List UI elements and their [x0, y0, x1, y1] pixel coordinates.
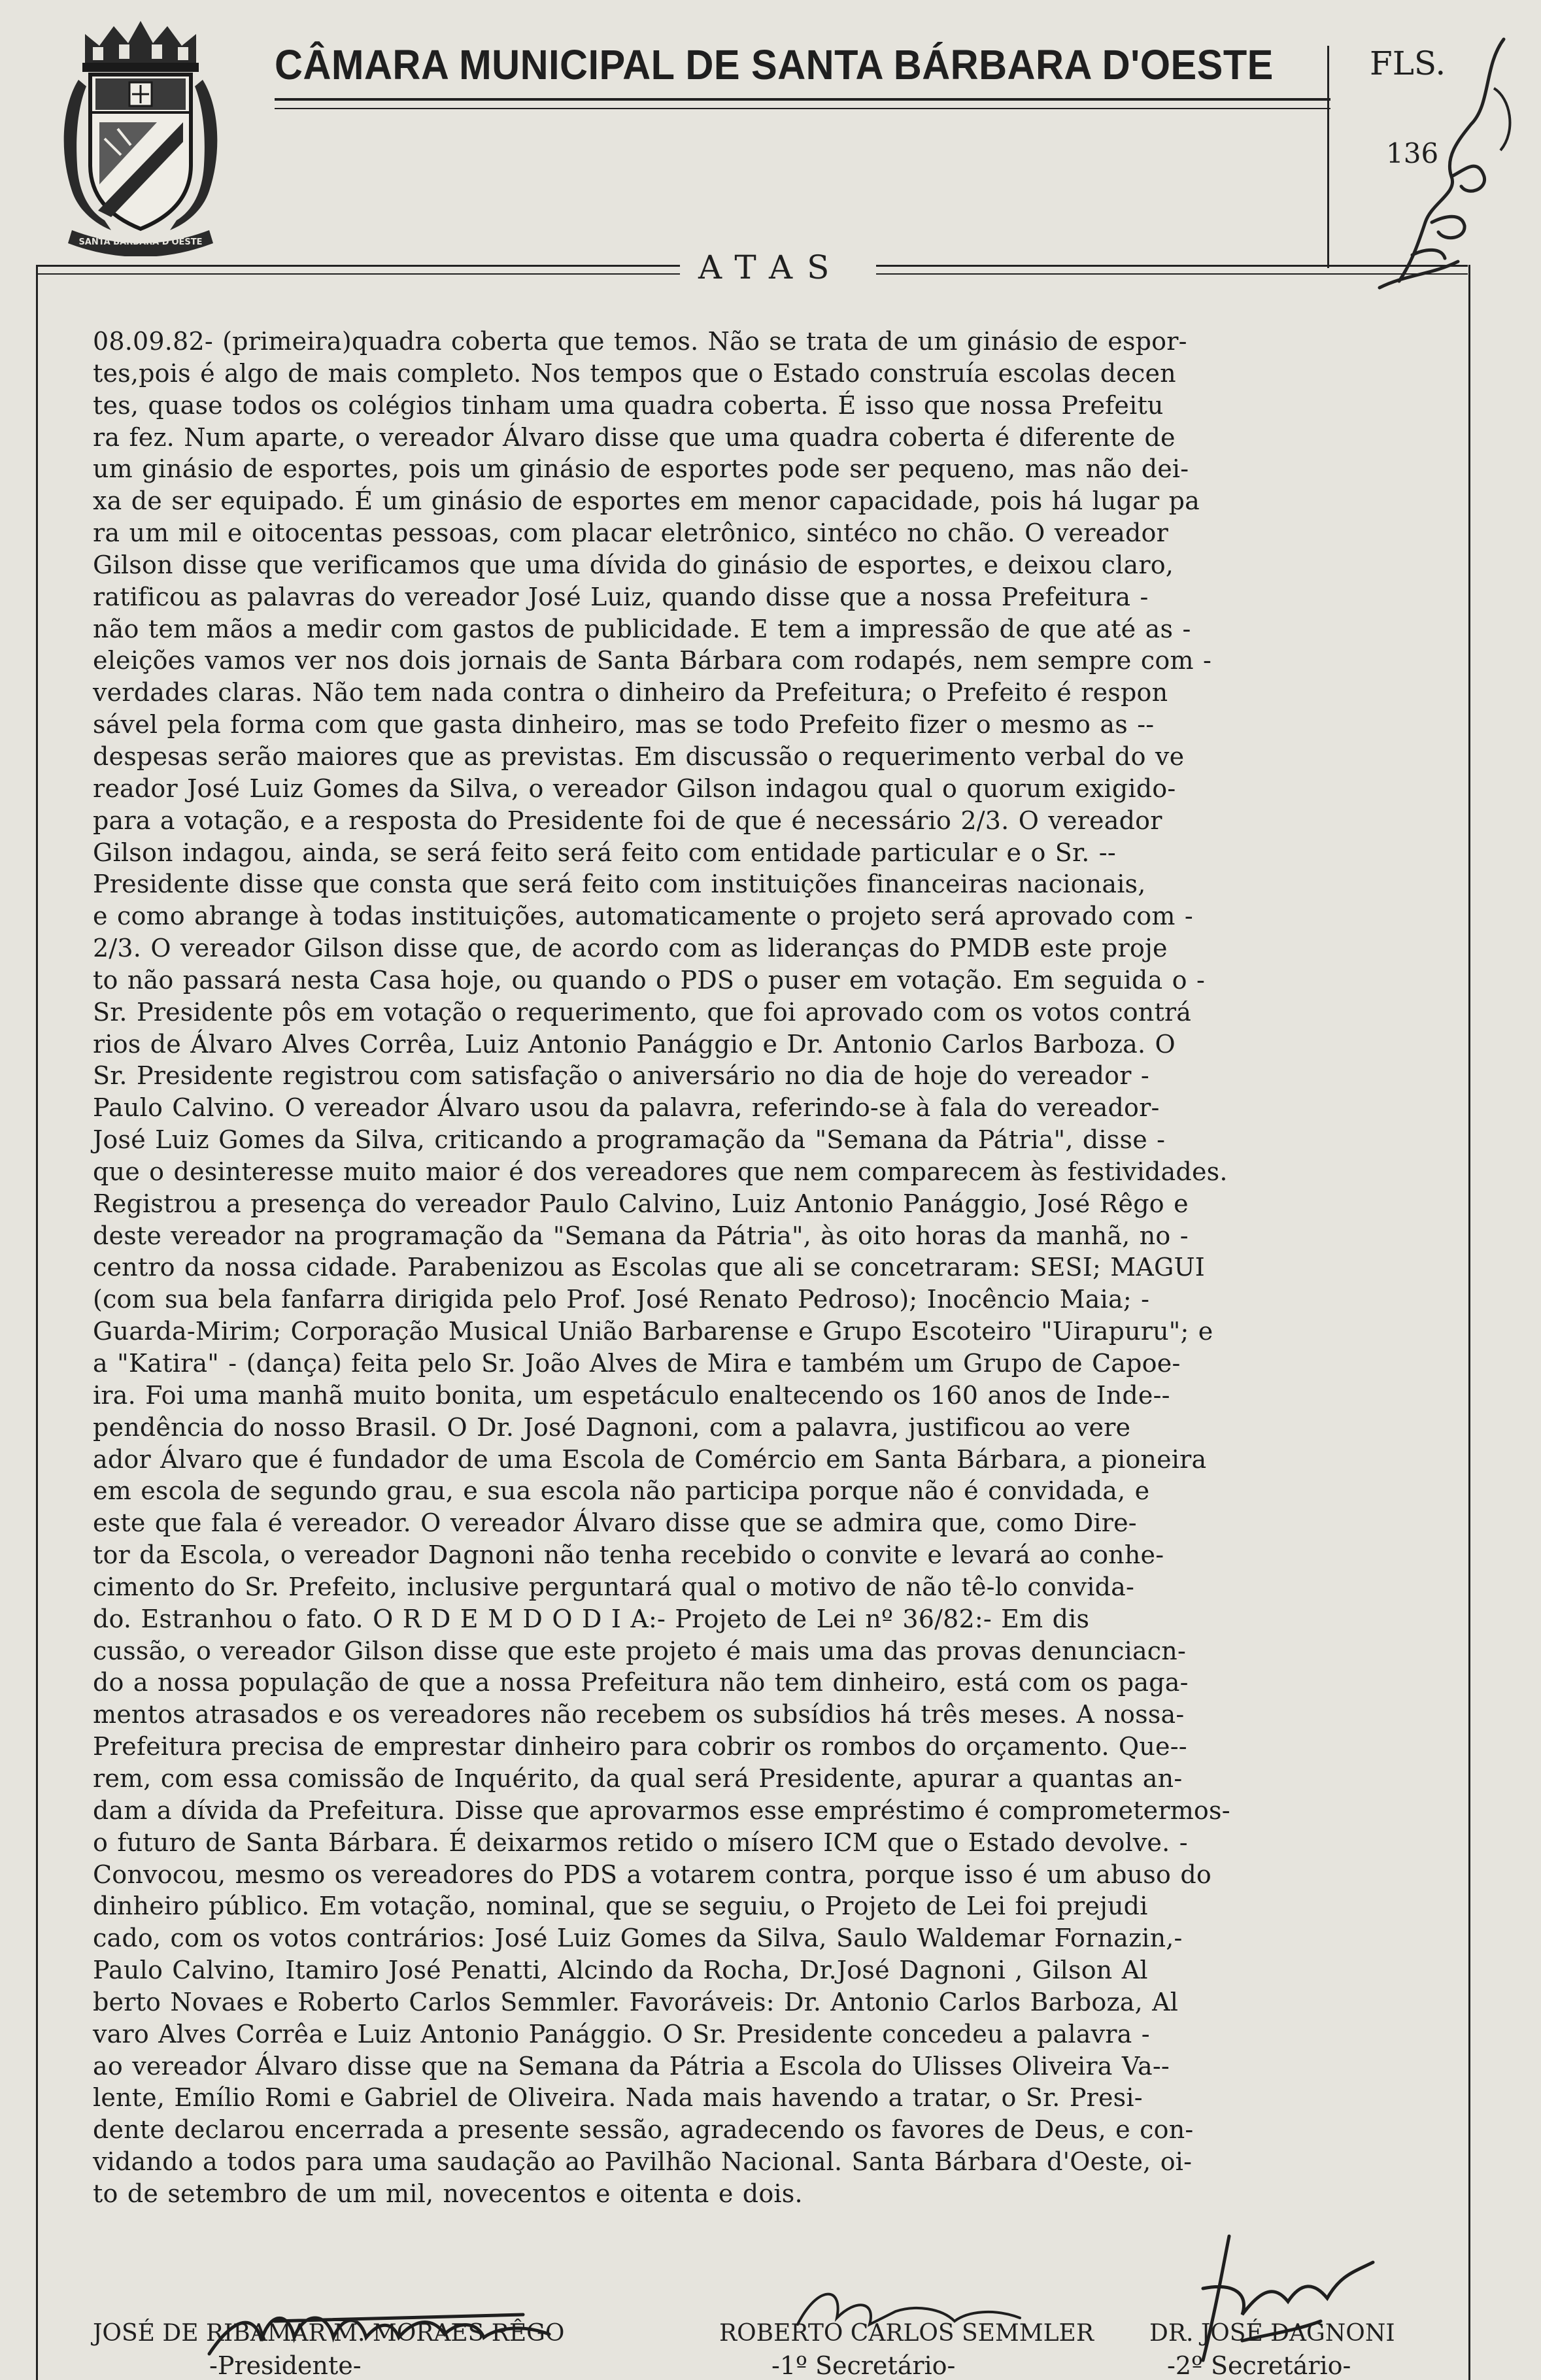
- text-line: do. Estranhou o fato. O R D E M D O D I A:- Projeto de Lei nº 36/82:- Em dis: [93, 1604, 1090, 1633]
- title-rule: [275, 98, 1330, 101]
- text-line: Gilson disse que verificamos que uma dívida do ginásio de esportes, e deixou claro,: [93, 550, 1174, 579]
- text-line: Sr. Presidente registrou com satisfação o aniversário no dia de hoje do vereador -: [93, 1061, 1149, 1091]
- president-name: JOSÉ DE RIBAMAR M. MORAES RÊGO: [93, 2320, 565, 2347]
- text-line: ra fez. Num aparte, o vereador Álvaro disse que uma quadra coberta é diferente de: [93, 422, 1176, 452]
- text-line: 08.09.82- (primeira)quadra coberta que temos. Não se trata de um ginásio de espor-: [93, 327, 1187, 356]
- text-line: para a votação, e a resposta do Presidente foi de que é necessário 2/3. O vereador: [93, 806, 1162, 835]
- text-line: Convocou, mesmo os vereadores do PDS a votarem contra, porque isso é um abuso do: [93, 1860, 1211, 1889]
- text-line: lente, Emílio Romi e Gabriel de Oliveira. Nada mais havendo a tratar, o Sr. Presi-: [93, 2083, 1143, 2113]
- text-line: a "Katira" - (dança) feita pelo Sr. João Alves de Mira e também um Grupo de Capoe-: [93, 1349, 1181, 1378]
- president-role: -Presidente-: [209, 2351, 362, 2380]
- text-line: José Luiz Gomes da Silva, criticando a programação da "Semana da Pátria", disse -: [93, 1125, 1166, 1155]
- first-secretary-name: ROBERTO CARLOS SEMMLER: [719, 2320, 1094, 2347]
- text-line: Gilson indagou, ainda, se será feito será feito com entidade particular e o Sr. --: [93, 838, 1116, 867]
- text-line: Paulo Calvino. O vereador Álvaro usou da palavra, referindo-se à fala do vereador-: [93, 1093, 1160, 1123]
- second-secretary-name: DR. JOSÉ DAGNONI: [1149, 2320, 1395, 2347]
- text-line: vidando a todos para uma saudação ao Pavilhão Nacional. Santa Bárbara d'Oeste, oi-: [93, 2147, 1193, 2177]
- title-rule-thin: [275, 108, 1330, 109]
- text-line: rem, com essa comissão de Inquérito, da qual será Presidente, apurar a quantas an-: [93, 1763, 1183, 1793]
- section-rule-left-thin: [36, 273, 680, 275]
- text-line: to não passará nesta Casa hoje, ou quando o PDS o puser em votação. Em seguida o -: [93, 965, 1206, 994]
- frame-left-border: [36, 265, 38, 2380]
- section-rule-right: [876, 265, 1468, 267]
- text-line: berto Novaes e Roberto Carlos Semmler. Favoráveis: Dr. Antonio Carlos Barboza, Al: [93, 1987, 1179, 2016]
- text-line: Sr. Presidente pôs em votação o requerimento, que foi aprovado com os votos contrá: [93, 997, 1192, 1027]
- text-line: em escola de segundo grau, e sua escola não participa porque não é convidada, e: [93, 1476, 1150, 1506]
- text-line: sável pela forma com que gasta dinheiro, mas se todo Prefeito fizer o mesmo as --: [93, 710, 1155, 740]
- folio-label: FLS.: [1370, 44, 1446, 82]
- text-line: rios de Álvaro Alves Corrêa, Luiz Antonio Panággio e Dr. Antonio Carlos Barboza. O: [93, 1029, 1176, 1059]
- header-divider: [1327, 46, 1329, 268]
- text-line: reador José Luiz Gomes da Silva, o vereador Gilson indagou qual o quorum exigido-: [93, 774, 1176, 803]
- text-line: eleições vamos ver nos dois jornais de Santa Bárbara com rodapés, nem sempre com -: [93, 646, 1212, 675]
- text-line: tes,pois é algo de mais completo. Nos tempos que o Estado construía escolas decen: [93, 358, 1176, 388]
- section-rule-right-thin: [876, 273, 1468, 275]
- text-line: cado, com os votos contrários: José Luiz Gomes da Silva, Saulo Waldemar Fornazin,-: [93, 1924, 1183, 1953]
- text-line: que o desinteresse muito maior é dos vereadores que nem comparecem às festividades.: [93, 1157, 1228, 1186]
- chamber-title: CÂMARA MUNICIPAL DE SANTA BÁRBARA D'OESTE: [275, 41, 1274, 88]
- text-line: não tem mãos a medir com gastos de publicidade. E tem a impressão de que até as -: [93, 614, 1191, 643]
- text-line: Registrou a presença do vereador Paulo Calvino, Luiz Antonio Panággio, José Rêgo e: [93, 1189, 1189, 1218]
- minutes-body: [93, 326, 1466, 2210]
- text-line: xa de ser equipado. É um ginásio de esportes em menor capacidade, pois há lugar pa: [93, 486, 1200, 516]
- section-rule-left: [36, 265, 680, 267]
- text-line: to de setembro de um mil, novecentos e oitenta e dois.: [93, 2179, 803, 2208]
- municipal-crest-icon: [59, 14, 222, 256]
- text-line: um ginásio de esportes, pois um ginásio de esportes pode ser pequeno, mas não dei-: [93, 454, 1189, 484]
- text-line: Guarda-Mirim; Corporação Musical União Barbarense e Grupo Escoteiro "Uirapuru"; e: [93, 1317, 1213, 1346]
- frame-right-border: [1468, 265, 1470, 2380]
- text-line: dente declarou encerrada a presente sessão, agradecendo os favores de Deus, e con-: [93, 2115, 1194, 2145]
- text-line: mentos atrasados e os vereadores não recebem os subsídios há três meses. A nossa-: [93, 1700, 1185, 1729]
- folio-number: 136: [1386, 137, 1439, 169]
- text-line: tes, quase todos os colégios tinham uma quadra coberta. É isso que nossa Prefeitu: [93, 390, 1164, 420]
- text-line: Paulo Calvino, Itamiro José Penatti, Alcindo da Rocha, Dr.José Dagnoni , Gilson Al: [93, 1956, 1148, 1985]
- first-secretary-role: -1º Secretário-: [771, 2351, 956, 2380]
- text-line: pendência do nosso Brasil. O Dr. José Dagnoni, com a palavra, justificou ao vere: [93, 1412, 1131, 1442]
- text-line: ratificou as palavras do vereador José Luiz, quando disse que a nossa Prefeitura -: [93, 582, 1149, 611]
- text-line: 2/3. O vereador Gilson disse que, de acordo com as lideranças do PMDB este proje: [93, 934, 1168, 963]
- text-line: ador Álvaro que é fundador de uma Escola de Comércio em Santa Bárbara, a pioneira: [93, 1444, 1207, 1474]
- text-line: verdades claras. Não tem nada contra o dinheiro da Prefeitura; o Prefeito é respon: [93, 678, 1168, 707]
- text-line: cimento do Sr. Prefeito, inclusive perguntará qual o motivo de não tê-lo convida-: [93, 1572, 1135, 1601]
- text-line: e como abrange à todas instituições, automaticamente o projeto será aprovado com -: [93, 902, 1193, 931]
- text-line: ao vereador Álvaro disse que na Semana da Pátria a Escola do Ulisses Oliveira Va--: [93, 2051, 1170, 2081]
- second-secretary-role: -2º Secretário-: [1167, 2351, 1351, 2380]
- text-line: varo Alves Corrêa e Luiz Antonio Panággio. O Sr. Presidente concedeu a palavra -: [93, 2019, 1150, 2048]
- text-line: ira. Foi uma manhã muito bonita, um espetáculo enaltecendo os 160 anos de Inde--: [93, 1380, 1170, 1410]
- text-line: tor da Escola, o vereador Dagnoni não tenha recebido o convite e levará ao conhe-: [93, 1540, 1164, 1570]
- text-line: cussão, o vereador Gilson disse que este projeto é mais uma das provas denunciacn-: [93, 1636, 1187, 1665]
- text-line: deste vereador na programação da "Semana da Pátria", às oito horas da manhã, no -: [93, 1221, 1189, 1250]
- text-line: Prefeitura precisa de emprestar dinheiro para cobrir os rombos do orçamento. Que--: [93, 1732, 1187, 1761]
- text-line: dam a dívida da Prefeitura. Disse que aprovarmos esse empréstimo é comprometermos-: [93, 1795, 1230, 1825]
- text-line: (com sua bela fanfarra dirigida pelo Prof. José Renato Pedroso); Inocêncio Maia; -: [93, 1285, 1150, 1314]
- crest-banner-text: SANTA BÁRBARA D'OESTE: [78, 237, 203, 247]
- text-line: centro da nossa cidade. Parabenizou as Escolas que ali se concetraram: SESI; MAGUI: [93, 1253, 1205, 1282]
- text-line: Presidente disse que consta que será feito com instituições financeiras nacionais,: [93, 870, 1146, 899]
- text-line: este que fala é vereador. O vereador Álvaro disse que se admira que, como Dire-: [93, 1508, 1137, 1538]
- text-line: do a nossa população de que a nossa Prefeitura não tem dinheiro, está com os paga-: [93, 1668, 1189, 1697]
- text-line: despesas serão maiores que as previstas. Em discussão o requerimento verbal do ve: [93, 741, 1185, 771]
- section-title: ATAS: [698, 248, 844, 286]
- text-line: ra um mil e oitocentas pessoas, com placar eletrônico, sintéco no chão. O vereador: [93, 518, 1168, 548]
- text-line: o futuro de Santa Bárbara. É deixarmos retido o mísero ICM que o Estado devolve. -: [93, 1828, 1188, 1857]
- text-line: dinheiro público. Em votação, nominal, que se seguiu, o Projeto de Lei foi prejudi: [93, 1892, 1148, 1921]
